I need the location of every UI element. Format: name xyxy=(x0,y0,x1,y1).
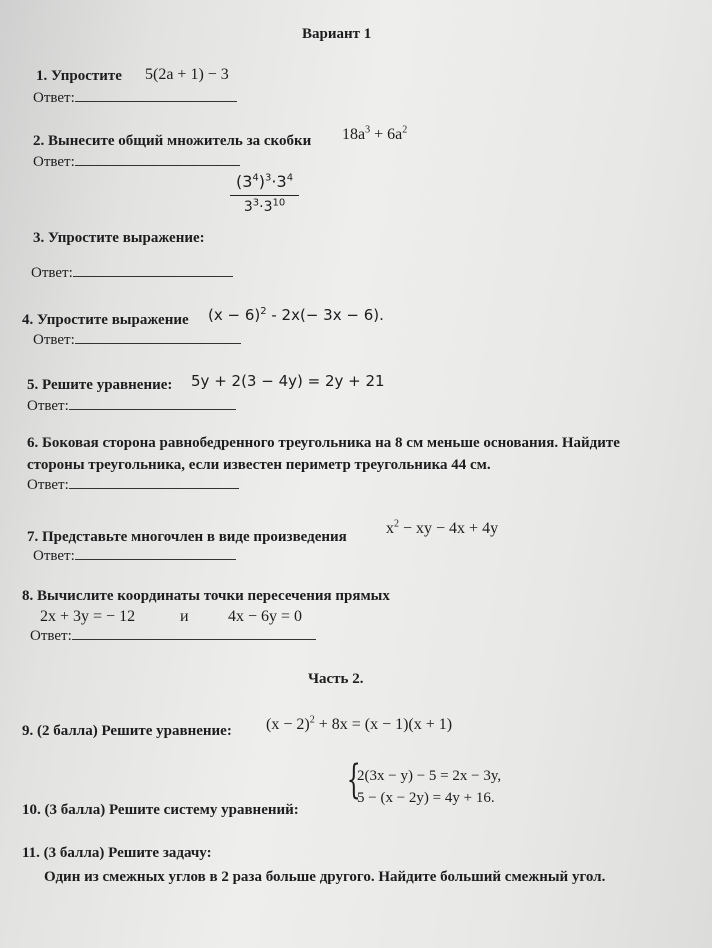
question-9-expression xyxy=(266,716,452,734)
den-part: 3 xyxy=(243,199,253,215)
system-brace: { xyxy=(346,757,361,803)
question-4-expression xyxy=(208,306,384,324)
question-5-text: 5. Решите уравнение: xyxy=(27,377,173,393)
answer-7 xyxy=(33,548,236,565)
question-11-line-2: Один из смежных углов в 2 раза больше другого. Найдите больший смежный угол. xyxy=(44,869,606,885)
system-equation-1: 2(3x − y) − 5 = 2x − 3y, xyxy=(357,768,502,784)
question-7-expression xyxy=(386,520,498,538)
question-8-equation-1: 2x + 3y = − 12 xyxy=(40,608,136,625)
answer-label: Ответ: xyxy=(30,628,72,644)
question-8-equation-2: 4x − 6y = 0 xyxy=(228,608,303,625)
exponent: 10 xyxy=(272,197,286,209)
expr-part: − xy − 4x + 4y xyxy=(399,520,499,537)
fraction-numerator xyxy=(230,172,299,196)
exponent: 4 xyxy=(286,172,294,184)
answer-label: Ответ: xyxy=(31,265,73,281)
num-part: (3 xyxy=(236,172,253,191)
exponent: 2 xyxy=(402,124,408,136)
question-6-line-1: 6. Боковая сторона равнобедренного треугольника на 8 см меньше основания. Найдите xyxy=(27,435,620,451)
answer-1 xyxy=(33,90,237,107)
question-6-line-2: стороны треугольника, если известен периметр треугольника 44 см. xyxy=(27,457,491,473)
question-1-expression: 5(2a + 1) − 3 xyxy=(145,66,229,83)
expr-part: x xyxy=(386,520,394,537)
answer-line xyxy=(75,558,236,560)
question-3-fraction xyxy=(230,172,299,215)
question-7-text: 7. Представьте многочлен в виде произведения xyxy=(27,529,347,545)
exponent: 2 xyxy=(260,306,267,317)
question-11-line-1: 11. (3 балла) Решите задачу: xyxy=(22,845,212,861)
question-10-text: 10. (3 балла) Решите систему уравнений: xyxy=(22,802,299,818)
question-4-text: 4. Упростите выражение xyxy=(22,312,189,328)
exponent: 3 xyxy=(265,172,272,184)
expr-part: - 2x(− 3x − 6) xyxy=(266,306,380,324)
answer-label: Ответ: xyxy=(33,154,75,170)
question-3-text: 3. Упростите выражение: xyxy=(33,230,205,246)
answer-2 xyxy=(33,154,240,171)
question-8-text: 8. Вычислите координаты точки пересечения прямых xyxy=(22,588,390,604)
exponent: 3 xyxy=(252,197,260,209)
exponent: 2 xyxy=(394,518,399,530)
page-title: Вариант 1 xyxy=(302,26,372,42)
answer-line xyxy=(72,638,316,640)
expr-part: . xyxy=(379,306,384,324)
fraction xyxy=(230,172,299,215)
question-5-expression: 5y + 2(3 − 4y) = 2y + 21 xyxy=(191,372,385,390)
answer-5 xyxy=(27,398,236,415)
expr-part: 18a xyxy=(342,126,366,143)
question-8-and: и xyxy=(180,608,189,625)
expr-part: + 8x = (x − 1)(x + 1) xyxy=(314,716,453,733)
answer-line xyxy=(69,487,239,489)
exponent: 2 xyxy=(309,714,315,726)
expr-part: (x − 2) xyxy=(266,716,310,733)
exponent: 3 xyxy=(365,124,371,136)
answer-label: Ответ: xyxy=(33,90,75,106)
answer-line xyxy=(75,164,240,166)
answer-label: Ответ: xyxy=(27,398,69,414)
num-part: ) xyxy=(258,172,266,191)
exponent: 4 xyxy=(252,172,259,184)
part-2-title: Часть 2. xyxy=(308,671,364,687)
num-part: ·3 xyxy=(271,172,287,191)
answer-line xyxy=(69,408,236,410)
question-2-text: 2. Вынесите общий множитель за скобки xyxy=(33,133,312,149)
den-part: ·3 xyxy=(259,199,273,215)
answer-line xyxy=(75,100,237,102)
answer-line xyxy=(75,342,241,344)
expr-part: + 6a xyxy=(370,126,403,143)
answer-6 xyxy=(27,477,239,494)
expr-part: (x − 6) xyxy=(208,306,261,324)
question-2-expression xyxy=(342,126,407,144)
answer-4 xyxy=(33,332,241,349)
question-9-text: 9. (2 балла) Решите уравнение: xyxy=(22,723,232,739)
answer-3 xyxy=(31,265,233,282)
system-equation-2: 5 − (x − 2y) = 4y + 16. xyxy=(357,790,495,806)
question-1-text: 1. Упростите xyxy=(36,68,122,84)
answer-label: Ответ: xyxy=(27,477,69,493)
answer-line xyxy=(73,275,233,277)
answer-label: Ответ: xyxy=(33,548,75,564)
answer-label: Ответ: xyxy=(33,332,75,348)
answer-8 xyxy=(30,628,316,645)
fraction-denominator xyxy=(230,196,299,215)
